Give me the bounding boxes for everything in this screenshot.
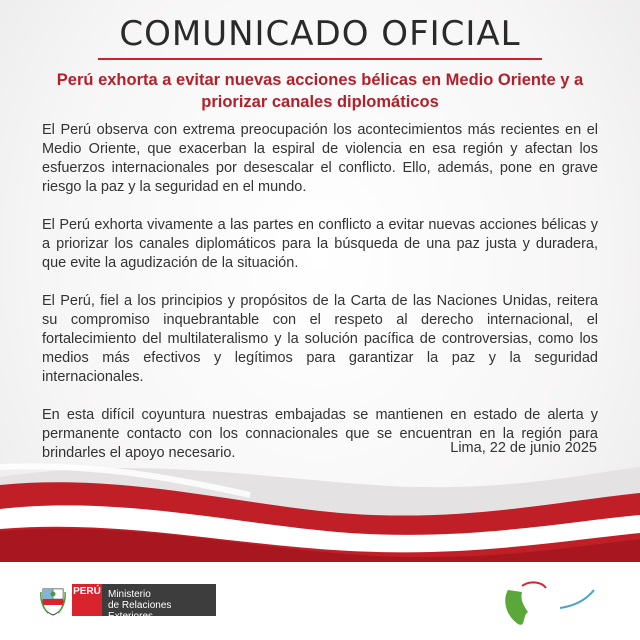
communique-body	[42, 121, 598, 482]
place-and-date: Lima, 22 de junio 2025	[450, 440, 597, 456]
ministry-logo-label	[102, 584, 216, 622]
flag-ribbon-decoration	[0, 455, 640, 565]
paragraph-1: El Perú observa con extrema preocupación los acontecimientos más recientes en el Medio Oriente, que exacerban la espiral de violencia en esa región y afectan los esfuerzos internacionales por desescalar el conflicto. Ello, además, pone en grave riesgo la paz y la seguridad en el mundo.	[42, 122, 598, 195]
ministry-line-2: de Relaciones Exteriores	[108, 600, 172, 622]
peru-logo-label: PERÚ	[72, 584, 102, 616]
paragraph-2: El Perú exhorta vivamente a las partes en conflicto a evitar nuevas acciones bélicas y a priorizar los canales diplomáticos para la búsqueda de una paz justa y duradera, que evite la agudización de la situación.	[42, 217, 598, 271]
headline-line-2: priorizar canales diplomáticos	[201, 93, 439, 111]
paragraph-3: El Perú, fiel a los principios y propósitos de la Carta de las Naciones Unidas, reitera su compromiso inquebrantable con el respeto al derecho internacional, el fortalecimiento del multilateralismo y la solución pacífica de controversias, como los medios más efectivos y legítimos para garantizar la paz y la seguridad internacionales.	[42, 293, 598, 385]
paragraph-4: En esta difícil coyuntura nuestras embajadas se mantienen en estado de alerta y permanente contacto con los connacionales que se encuentran en la región para brindarles el apoyo necesario.	[42, 407, 598, 461]
coat-of-arms-icon	[40, 586, 66, 616]
title-divider	[98, 58, 542, 60]
ministry-line-1: Ministerio	[108, 589, 151, 600]
ponle-punche-peru-logo	[500, 572, 600, 632]
page-title: COMUNICADO OFICIAL	[119, 14, 521, 54]
headline-line-1: Perú exhorta a evitar nuevas acciones bélicas en Medio Oriente y a	[56, 71, 584, 89]
headline	[50, 69, 590, 113]
